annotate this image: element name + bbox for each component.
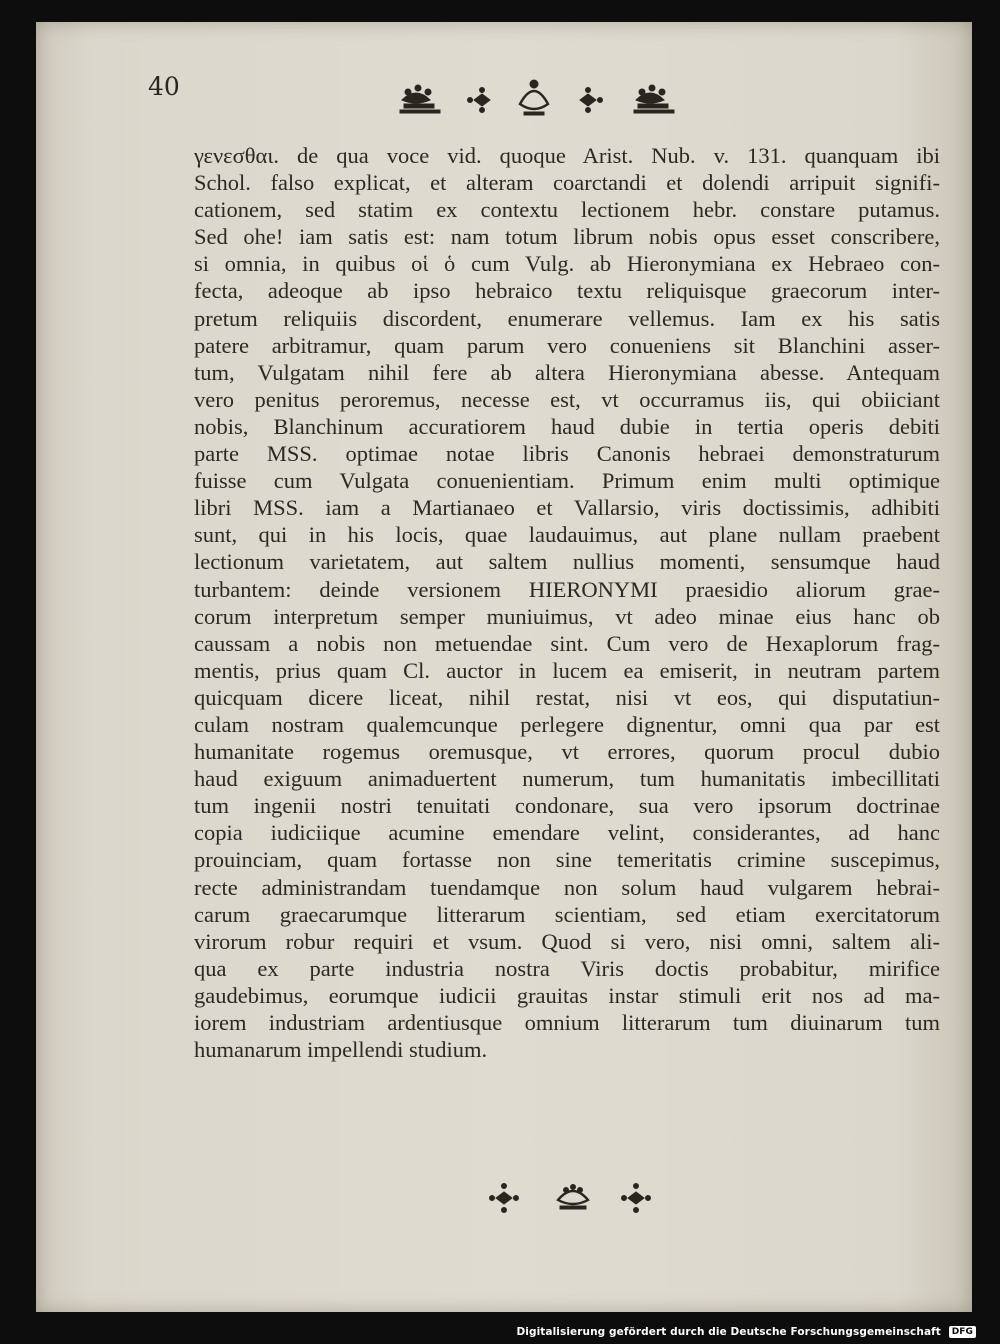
fleuron-right-icon bbox=[622, 1184, 651, 1213]
crown-ornament-right-icon bbox=[634, 85, 674, 113]
text-line: carum graecarumque litterarum scientiam, sed etiam exercitatorum bbox=[194, 901, 940, 927]
book-page bbox=[36, 22, 972, 1312]
dfg-logo: DFG bbox=[949, 1326, 976, 1338]
fleuron-left-icon bbox=[468, 88, 491, 113]
text-line: tum ingenii nostri tenuitati condonare, sua vero ipsorum doctrinae bbox=[194, 793, 940, 819]
text-line: recte administrandam tuendamque non solum haud vulgarem hebrai- bbox=[194, 874, 940, 900]
text-line: humanitate rogemus oremusque, vt errores, quorum procul dubio bbox=[194, 739, 940, 765]
flower-ornament-center-icon bbox=[520, 80, 548, 115]
text-line: sunt, qui in his locis, quae laudauimus, aut plane nullam praebent bbox=[194, 522, 940, 548]
text-line: pretum reliquiis discordent, enumerare vellemus. Iam ex his satis bbox=[194, 305, 940, 331]
text-line: culam nostram qualemcunque perlegere dignentur, omni qua par est bbox=[194, 711, 940, 737]
body-text bbox=[194, 142, 940, 1063]
page-number: 40 bbox=[148, 72, 180, 101]
text-line: qua ex parte industria nostra Viris doctis probabitur, mirifice bbox=[194, 955, 940, 981]
text-line: si omnia, in quibus οἱ ὁ cum Vulg. ab Hieronymiana ex Hebraeo con- bbox=[194, 251, 940, 277]
text-line: humanarum impellendi studium. bbox=[194, 1037, 488, 1063]
text-line: haud exiguum animaduertent numerum, tum humanitatis imbecillitati bbox=[194, 766, 940, 792]
text-line: Schol. falso explicat, et alteram coarctandi et dolendi arripuit signifi- bbox=[194, 170, 940, 196]
digitization-credit bbox=[516, 1326, 976, 1338]
text-line: virorum robur requiri et vsum. Quod si vero, nisi omni, saltem ali- bbox=[194, 928, 940, 954]
crown-ornament-center-icon bbox=[558, 1185, 588, 1210]
text-line: quicquam dicere liceat, nihil restat, nisi vt eos, qui disputatiun- bbox=[194, 684, 940, 710]
fleuron-right-icon bbox=[580, 88, 603, 113]
text-line: turbantem: deinde versionem HIERONYMI praesidio aliorum grae- bbox=[194, 576, 940, 602]
text-line: gaudebimus, eorumque iudicii grauitas instar stimuli erit nos ad ma- bbox=[194, 982, 940, 1008]
text-line: cationem, sed statim ex contextu lectionem hebr. constare putamus. bbox=[194, 197, 940, 223]
text-line: iorem industriam ardentiusque omnium litterarum tum diuinarum tum bbox=[194, 1010, 940, 1035]
text-line: fecta, adeoque ab ipso hebraico textu reliquisque graecorum inter- bbox=[194, 278, 940, 304]
text-line: caussam a nobis non metuendae sint. Cum vero de Hexaplorum frag- bbox=[194, 630, 940, 656]
text-line: fuisse cum Vulgata conuenientiam. Primum enim multi optimique bbox=[194, 468, 940, 494]
ornamental-headpiece bbox=[396, 70, 686, 130]
text-line: libri MSS. iam a Martianaeo et Vallarsio, viris doctissimis, adhibiti bbox=[194, 495, 940, 521]
text-line: mentis, prius quam Cl. auctor in lucem ea emiserit, in neutram partem bbox=[194, 657, 940, 683]
text-line: γενεσθαι. de qua voce vid. quoque Arist. Nub. v. 131. quanquam ibi bbox=[194, 143, 940, 168]
text-line: parte MSS. optimae notae libris Canonis hebraei demonstraturum bbox=[194, 441, 940, 467]
crown-ornament-left-icon bbox=[400, 85, 440, 113]
text-line: prouinciam, quam fortasse non sine temeritatis crimine suscepimus, bbox=[194, 847, 940, 873]
text-line: lectionum varietatem, aut saltem nullius momenti, sensumque haud bbox=[194, 549, 940, 575]
text-line: Sed ohe! iam satis est: nam totum librum nobis opus esset conscribere, bbox=[194, 224, 940, 250]
text-line: copia iudiciique acumine emendare velint, considerantes, ad hanc bbox=[194, 820, 940, 846]
text-line: nobis, Blanchinum accuratiorem haud dubie in tertia operis debiti bbox=[194, 413, 940, 439]
text-line: vero penitus peroremus, necesse est, vt occurramus iis, qui obiiciant bbox=[194, 386, 940, 412]
fleuron-left-icon bbox=[490, 1184, 519, 1213]
text-line: corum interpretum semper muniuimus, vt adeo minae eius hanc ob bbox=[194, 603, 940, 629]
credit-text: Digitalisierung gefördert durch die Deutsche Forschungsgemeinschaft bbox=[516, 1326, 941, 1338]
text-line: tum, Vulgatam nihil fere ab altera Hieronymiana abesse. Antequam bbox=[194, 359, 940, 385]
text-line: patere arbitramur, quam parum vero conueniens sit Blanchini asser- bbox=[194, 332, 940, 358]
ornamental-tailpiece bbox=[488, 1180, 658, 1216]
